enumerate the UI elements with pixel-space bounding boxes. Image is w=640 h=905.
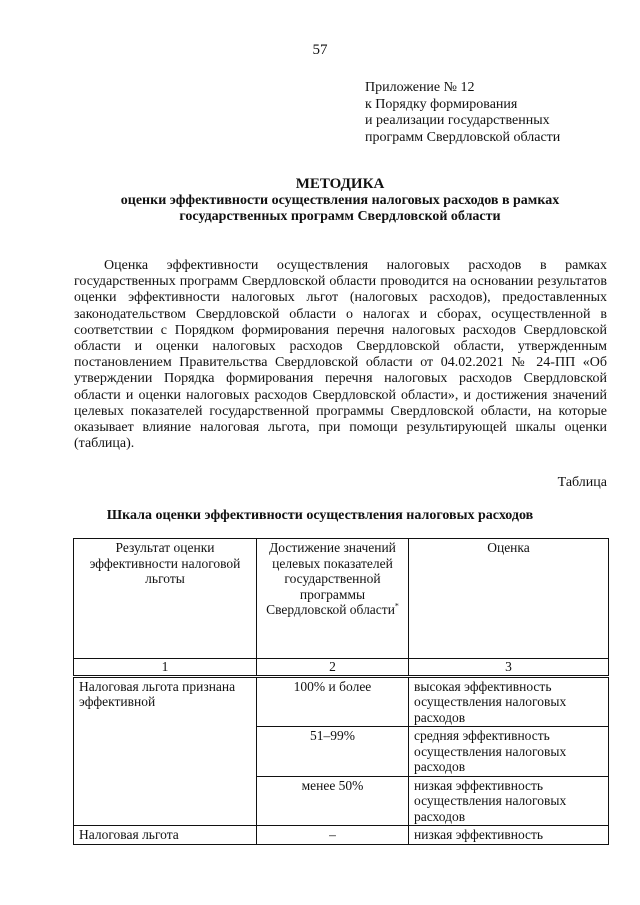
column-number: 3 [409,659,609,677]
appendix-line: и реализации государственных [365,113,550,128]
table-heading: Шкала оценки эффективности осуществления налоговых расходов [106,508,534,523]
header-achievement-text: Достижение значений целевых показателей государственной программы Свердловской области [266,540,396,617]
achievement-cell: 100% и более [257,676,409,727]
assessment-cell: низкая эффективность осуществления налоговых расходов [409,776,609,826]
assessment-cell: низкая эффективность [409,826,609,845]
group-label-second: Налоговая льгота [74,826,257,845]
column-number-row [74,659,609,677]
appendix-line: программ Свердловской области [365,129,561,145]
document-title [60,176,620,226]
achievement-cell: – [257,826,409,845]
column-number: 2 [257,659,409,677]
footnote-mark: * [394,601,399,611]
table-row [74,676,609,727]
table-row [74,826,609,845]
header-achievement [257,539,409,659]
group-label-effective: Налоговая льгота признана эффективной [74,676,257,826]
title-subline: оценки эффективности осуществления налоговых расходов в рамках [120,192,560,208]
title-main: МЕТОДИКА [295,176,385,192]
appendix-note [365,80,560,146]
page-number: 57 [312,42,328,58]
assessment-scale-table [73,538,609,845]
achievement-cell: менее 50% [257,776,409,826]
assessment-cell: средняя эффективность осуществления налоговых расходов [409,727,609,777]
assessment-cell: высокая эффективность осуществления налоговых расходов [409,676,609,727]
appendix-line: к Порядку формирования [365,96,518,112]
achievement-cell: 51–99% [257,727,409,777]
table-header-row [74,539,609,659]
column-number: 1 [74,659,257,677]
body-paragraph: Оценка эффективности осуществления налоговых расходов в рамках государственных программ Свердловской области проводится на основании результатов оценки эффективности налоговых льгот (налоговых расходов), предоставленных законодательством Свердловской области о налогах и сборах, осуществленной в соответствии с Порядком формирования перечня налоговых расходов Свердловской области и оценки налоговых расходов Свердловской области, утвержденным постановлением Правительства Свердловской области от 04.02.2021 № 24-ПП «Об утверждении Порядка формирования перечня налоговых расходов Свердловской области и оценки налоговых расходов Свердловской области», и достижения значений целевых показателей государственной программы Свердловской области, на которые оказывает влияние налоговая льгота, при помощи результирующей шкалы оценки (таблица). [74,258,607,452]
appendix-line: Приложение № 12 [365,80,475,95]
header-assessment: Оценка [409,539,609,659]
title-subline: государственных программ Свердловской области [179,209,501,224]
header-result: Результат оценки эффективности налоговой льготы [74,539,257,659]
table-caption: Таблица [557,475,607,490]
